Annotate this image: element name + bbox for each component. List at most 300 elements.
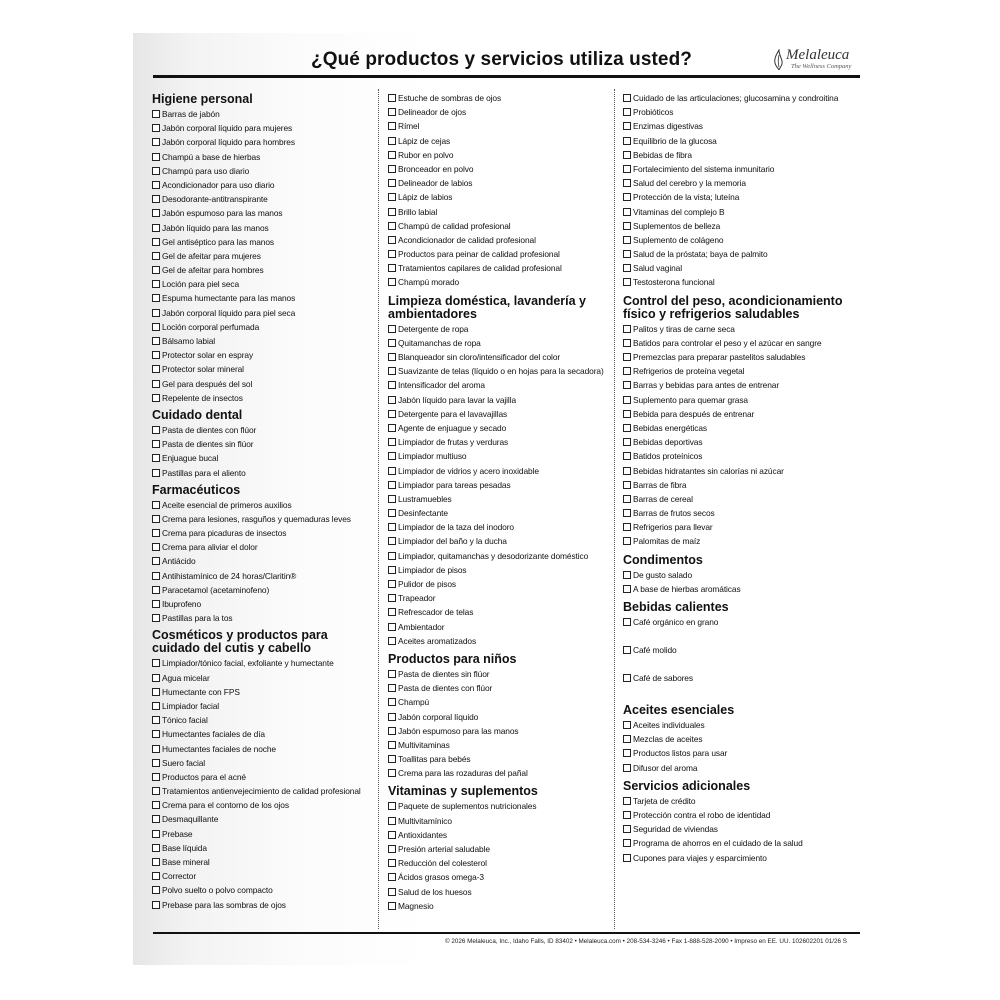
checkbox-icon[interactable] bbox=[388, 165, 396, 173]
checkbox-icon[interactable] bbox=[623, 339, 631, 347]
checklist-item[interactable] bbox=[388, 738, 612, 752]
checklist-item[interactable] bbox=[623, 746, 859, 760]
checkbox-icon[interactable] bbox=[623, 854, 631, 862]
checklist-item[interactable] bbox=[152, 348, 367, 362]
checklist-item[interactable] bbox=[388, 724, 612, 738]
checkbox-icon[interactable] bbox=[623, 193, 631, 201]
checklist-item[interactable] bbox=[388, 534, 612, 548]
checklist-item[interactable] bbox=[623, 205, 859, 219]
checklist-item[interactable] bbox=[388, 870, 612, 884]
checkbox-icon[interactable] bbox=[152, 659, 160, 667]
checkbox-icon[interactable] bbox=[388, 873, 396, 881]
checklist-item[interactable] bbox=[152, 869, 367, 883]
checklist-item[interactable] bbox=[152, 756, 367, 770]
checkbox-icon[interactable] bbox=[152, 394, 160, 402]
checkbox-icon[interactable] bbox=[152, 600, 160, 608]
checklist-item[interactable] bbox=[388, 681, 612, 695]
checkbox-icon[interactable] bbox=[388, 396, 396, 404]
checkbox-icon[interactable] bbox=[152, 252, 160, 260]
checklist-item[interactable] bbox=[152, 526, 367, 540]
checklist-item[interactable] bbox=[623, 393, 859, 407]
checkbox-icon[interactable] bbox=[388, 438, 396, 446]
checklist-item[interactable] bbox=[388, 176, 612, 190]
checkbox-icon[interactable] bbox=[623, 735, 631, 743]
checkbox-icon[interactable] bbox=[623, 509, 631, 517]
checklist-item[interactable] bbox=[388, 91, 612, 105]
item-label: Suplemento para quemar grasa bbox=[633, 394, 748, 405]
checklist-item[interactable] bbox=[152, 192, 367, 206]
checkbox-icon[interactable] bbox=[152, 209, 160, 217]
checkbox-icon[interactable] bbox=[152, 773, 160, 781]
checkbox-icon[interactable] bbox=[388, 367, 396, 375]
checklist-item[interactable] bbox=[152, 249, 367, 263]
checkbox-icon[interactable] bbox=[388, 410, 396, 418]
checklist-item[interactable] bbox=[623, 435, 859, 449]
checkbox-icon[interactable] bbox=[623, 94, 631, 102]
checkbox-icon[interactable] bbox=[623, 381, 631, 389]
checklist-item[interactable] bbox=[152, 306, 367, 320]
checklist-item[interactable] bbox=[152, 498, 367, 512]
checkbox-icon[interactable] bbox=[388, 151, 396, 159]
checklist-item[interactable] bbox=[152, 178, 367, 192]
checklist-item[interactable] bbox=[623, 582, 859, 596]
checkbox-icon[interactable] bbox=[152, 787, 160, 795]
checklist-item[interactable] bbox=[152, 742, 367, 756]
checklist-item[interactable] bbox=[623, 643, 859, 671]
checkbox-icon[interactable] bbox=[152, 614, 160, 622]
checkbox-icon[interactable] bbox=[152, 294, 160, 302]
checklist-item[interactable] bbox=[388, 605, 612, 619]
checklist-item[interactable] bbox=[388, 842, 612, 856]
checkbox-icon[interactable] bbox=[623, 481, 631, 489]
checkbox-icon[interactable] bbox=[152, 844, 160, 852]
checkbox-icon[interactable] bbox=[152, 801, 160, 809]
checkbox-icon[interactable] bbox=[152, 337, 160, 345]
checkbox-icon[interactable] bbox=[152, 815, 160, 823]
checklist-item[interactable] bbox=[388, 752, 612, 766]
checkbox-icon[interactable] bbox=[623, 721, 631, 729]
checklist-item[interactable] bbox=[623, 822, 859, 836]
checkbox-icon[interactable] bbox=[388, 637, 396, 645]
checkbox-icon[interactable] bbox=[623, 495, 631, 503]
checklist-item[interactable] bbox=[623, 506, 859, 520]
checkbox-icon[interactable] bbox=[388, 698, 396, 706]
checklist-item[interactable] bbox=[388, 205, 612, 219]
checkbox-icon[interactable] bbox=[623, 618, 631, 626]
checklist-item[interactable] bbox=[388, 247, 612, 261]
checkbox-icon[interactable] bbox=[623, 797, 631, 805]
checkbox-icon[interactable] bbox=[152, 124, 160, 132]
checkbox-icon[interactable] bbox=[623, 222, 631, 230]
checklist-item[interactable] bbox=[152, 883, 367, 897]
checklist-item[interactable] bbox=[388, 435, 612, 449]
checkbox-icon[interactable] bbox=[623, 264, 631, 272]
checkbox-icon[interactable] bbox=[152, 730, 160, 738]
checkbox-icon[interactable] bbox=[623, 825, 631, 833]
checkbox-icon[interactable] bbox=[152, 167, 160, 175]
checklist-item[interactable] bbox=[388, 407, 612, 421]
checkbox-icon[interactable] bbox=[388, 594, 396, 602]
checklist-item[interactable] bbox=[152, 291, 367, 305]
checkbox-icon[interactable] bbox=[623, 353, 631, 361]
checkbox-icon[interactable] bbox=[388, 179, 396, 187]
checklist-item[interactable] bbox=[623, 851, 859, 865]
checklist-item[interactable] bbox=[152, 423, 367, 437]
checkbox-icon[interactable] bbox=[623, 537, 631, 545]
checklist-item[interactable] bbox=[388, 421, 612, 435]
checkbox-icon[interactable] bbox=[388, 108, 396, 116]
checklist-item[interactable] bbox=[388, 378, 612, 392]
checkbox-icon[interactable] bbox=[623, 367, 631, 375]
checklist-item[interactable] bbox=[152, 235, 367, 249]
checklist-item[interactable] bbox=[623, 190, 859, 204]
checkbox-icon[interactable] bbox=[152, 674, 160, 682]
checklist-item[interactable] bbox=[152, 107, 367, 121]
checklist-item[interactable] bbox=[623, 520, 859, 534]
checkbox-icon[interactable] bbox=[388, 608, 396, 616]
checklist-item[interactable] bbox=[152, 671, 367, 685]
checkbox-icon[interactable] bbox=[388, 623, 396, 631]
checkbox-icon[interactable] bbox=[152, 365, 160, 373]
checkbox-icon[interactable] bbox=[152, 309, 160, 317]
checklist-item[interactable] bbox=[623, 105, 859, 119]
checkbox-icon[interactable] bbox=[388, 831, 396, 839]
checkbox-icon[interactable] bbox=[152, 858, 160, 866]
checklist-item[interactable] bbox=[623, 134, 859, 148]
checkbox-icon[interactable] bbox=[388, 670, 396, 678]
checklist-item[interactable] bbox=[388, 506, 612, 520]
checkbox-icon[interactable] bbox=[388, 94, 396, 102]
checkbox-icon[interactable] bbox=[152, 224, 160, 232]
checkbox-icon[interactable] bbox=[152, 529, 160, 537]
checkbox-icon[interactable] bbox=[623, 674, 631, 682]
checklist-item[interactable] bbox=[152, 855, 367, 869]
checklist-item[interactable] bbox=[388, 350, 612, 364]
checklist-item[interactable] bbox=[623, 322, 859, 336]
checklist-item[interactable] bbox=[623, 836, 859, 850]
checkbox-icon[interactable] bbox=[388, 495, 396, 503]
checklist-item[interactable] bbox=[623, 761, 859, 775]
checklist-item[interactable] bbox=[152, 597, 367, 611]
checklist-item[interactable] bbox=[623, 492, 859, 506]
checkbox-icon[interactable] bbox=[152, 702, 160, 710]
checklist-item[interactable] bbox=[388, 577, 612, 591]
checkbox-icon[interactable] bbox=[388, 122, 396, 130]
checkbox-icon[interactable] bbox=[388, 381, 396, 389]
checklist-item[interactable] bbox=[152, 685, 367, 699]
checklist-item[interactable] bbox=[152, 540, 367, 554]
checklist-item[interactable] bbox=[388, 634, 612, 648]
checklist-item[interactable] bbox=[623, 148, 859, 162]
checkbox-icon[interactable] bbox=[623, 839, 631, 847]
checkbox-icon[interactable] bbox=[152, 572, 160, 580]
checkbox-icon[interactable] bbox=[388, 802, 396, 810]
checklist-item[interactable] bbox=[623, 364, 859, 378]
checkbox-icon[interactable] bbox=[388, 193, 396, 201]
checkbox-icon[interactable] bbox=[152, 426, 160, 434]
checkbox-icon[interactable] bbox=[623, 278, 631, 286]
checkbox-icon[interactable] bbox=[388, 250, 396, 258]
checklist-item[interactable] bbox=[623, 464, 859, 478]
checkbox-icon[interactable] bbox=[623, 452, 631, 460]
checklist-item[interactable] bbox=[388, 464, 612, 478]
checkbox-icon[interactable] bbox=[152, 440, 160, 448]
checkbox-icon[interactable] bbox=[623, 764, 631, 772]
checkbox-icon[interactable] bbox=[388, 566, 396, 574]
checkbox-icon[interactable] bbox=[388, 859, 396, 867]
checklist-item[interactable] bbox=[152, 713, 367, 727]
checkbox-icon[interactable] bbox=[623, 571, 631, 579]
checkbox-icon[interactable] bbox=[388, 264, 396, 272]
checklist-item[interactable] bbox=[623, 378, 859, 392]
checklist-item[interactable] bbox=[623, 219, 859, 233]
checkbox-icon[interactable] bbox=[388, 755, 396, 763]
checkbox-icon[interactable] bbox=[152, 153, 160, 161]
checklist-item[interactable] bbox=[623, 350, 859, 364]
checkbox-icon[interactable] bbox=[623, 236, 631, 244]
checklist-item[interactable] bbox=[623, 449, 859, 463]
checklist-item[interactable] bbox=[623, 671, 859, 699]
checklist-item[interactable] bbox=[152, 512, 367, 526]
checkbox-icon[interactable] bbox=[152, 557, 160, 565]
checklist-item[interactable] bbox=[623, 421, 859, 435]
checklist-item[interactable] bbox=[152, 611, 367, 625]
checklist-item[interactable] bbox=[388, 148, 612, 162]
checklist-item[interactable] bbox=[152, 320, 367, 334]
checkbox-icon[interactable] bbox=[152, 181, 160, 189]
checklist-item[interactable] bbox=[152, 150, 367, 164]
checkbox-icon[interactable] bbox=[152, 351, 160, 359]
checklist-item[interactable] bbox=[388, 591, 612, 605]
checklist-item[interactable] bbox=[152, 466, 367, 480]
checkbox-icon[interactable] bbox=[388, 741, 396, 749]
checklist-item[interactable] bbox=[152, 770, 367, 784]
checklist-item[interactable] bbox=[152, 841, 367, 855]
checklist-item[interactable] bbox=[388, 492, 612, 506]
checklist-item[interactable] bbox=[388, 336, 612, 350]
checkbox-icon[interactable] bbox=[623, 410, 631, 418]
checkbox-icon[interactable] bbox=[152, 469, 160, 477]
checkbox-icon[interactable] bbox=[623, 108, 631, 116]
checklist-item[interactable] bbox=[152, 798, 367, 812]
checkbox-icon[interactable] bbox=[152, 901, 160, 909]
checklist-item[interactable] bbox=[623, 534, 859, 548]
checkbox-icon[interactable] bbox=[388, 523, 396, 531]
checkbox-icon[interactable] bbox=[623, 122, 631, 130]
checklist-item[interactable] bbox=[623, 119, 859, 133]
checkbox-icon[interactable] bbox=[152, 266, 160, 274]
checklist-item[interactable] bbox=[152, 898, 367, 912]
checkbox-icon[interactable] bbox=[388, 236, 396, 244]
checklist-item[interactable] bbox=[388, 322, 612, 336]
checklist-item[interactable] bbox=[388, 899, 612, 913]
checkbox-icon[interactable] bbox=[388, 713, 396, 721]
checkbox-icon[interactable] bbox=[152, 759, 160, 767]
checkbox-icon[interactable] bbox=[152, 501, 160, 509]
checkbox-icon[interactable] bbox=[388, 888, 396, 896]
checklist-item[interactable] bbox=[152, 812, 367, 826]
checklist-item[interactable] bbox=[623, 233, 859, 247]
checklist-item[interactable] bbox=[152, 656, 367, 670]
checkbox-icon[interactable] bbox=[388, 845, 396, 853]
checklist-item[interactable] bbox=[152, 699, 367, 713]
checkbox-icon[interactable] bbox=[623, 749, 631, 757]
checklist-item[interactable] bbox=[623, 275, 859, 289]
checkbox-icon[interactable] bbox=[152, 716, 160, 724]
checkbox-icon[interactable] bbox=[388, 467, 396, 475]
checklist-item[interactable] bbox=[388, 275, 612, 289]
checkbox-icon[interactable] bbox=[388, 452, 396, 460]
checklist-item[interactable] bbox=[623, 407, 859, 421]
checkbox-icon[interactable] bbox=[623, 438, 631, 446]
checklist-item[interactable] bbox=[388, 620, 612, 634]
checkbox-icon[interactable] bbox=[152, 110, 160, 118]
checklist-item[interactable] bbox=[623, 176, 859, 190]
checklist-item[interactable] bbox=[388, 766, 612, 780]
checklist-item[interactable] bbox=[388, 828, 612, 842]
checkbox-icon[interactable] bbox=[152, 454, 160, 462]
checklist-item[interactable] bbox=[152, 437, 367, 451]
checkbox-icon[interactable] bbox=[152, 195, 160, 203]
checkbox-icon[interactable] bbox=[388, 339, 396, 347]
checklist-item[interactable] bbox=[623, 247, 859, 261]
checklist-item[interactable] bbox=[388, 856, 612, 870]
checklist-item[interactable] bbox=[388, 667, 612, 681]
checklist-item[interactable] bbox=[152, 554, 367, 568]
checkbox-icon[interactable] bbox=[152, 543, 160, 551]
checklist-item[interactable] bbox=[152, 727, 367, 741]
checkbox-icon[interactable] bbox=[388, 580, 396, 588]
checklist-item[interactable] bbox=[623, 808, 859, 822]
checklist-item[interactable] bbox=[623, 162, 859, 176]
checklist-item[interactable] bbox=[152, 362, 367, 376]
checklist-item[interactable] bbox=[388, 695, 612, 709]
checklist-item[interactable] bbox=[623, 794, 859, 808]
checklist-item[interactable] bbox=[388, 520, 612, 534]
checklist-item[interactable] bbox=[152, 377, 367, 391]
checklist-item[interactable] bbox=[623, 732, 859, 746]
checklist-item[interactable] bbox=[388, 364, 612, 378]
checklist-item[interactable] bbox=[388, 449, 612, 463]
checkbox-icon[interactable] bbox=[152, 745, 160, 753]
checklist-item[interactable] bbox=[388, 478, 612, 492]
checklist-item[interactable] bbox=[152, 569, 367, 583]
checkbox-icon[interactable] bbox=[623, 424, 631, 432]
checklist-item[interactable] bbox=[388, 134, 612, 148]
checklist-item[interactable] bbox=[388, 219, 612, 233]
checkbox-icon[interactable] bbox=[388, 817, 396, 825]
checkbox-icon[interactable] bbox=[152, 886, 160, 894]
checklist-item[interactable] bbox=[152, 827, 367, 841]
checkbox-icon[interactable] bbox=[152, 586, 160, 594]
checkbox-icon[interactable] bbox=[623, 811, 631, 819]
checkbox-icon[interactable] bbox=[152, 380, 160, 388]
checkbox-icon[interactable] bbox=[388, 902, 396, 910]
checklist-item[interactable] bbox=[152, 121, 367, 135]
checkbox-icon[interactable] bbox=[152, 138, 160, 146]
checklist-item[interactable] bbox=[388, 162, 612, 176]
checklist-item[interactable] bbox=[388, 799, 612, 813]
checkbox-icon[interactable] bbox=[152, 238, 160, 246]
checklist-item[interactable] bbox=[388, 190, 612, 204]
checkbox-icon[interactable] bbox=[152, 323, 160, 331]
checkbox-icon[interactable] bbox=[388, 325, 396, 333]
checklist-item[interactable] bbox=[152, 334, 367, 348]
checklist-item[interactable] bbox=[152, 164, 367, 178]
checklist-item[interactable] bbox=[388, 710, 612, 724]
checklist-item[interactable] bbox=[388, 105, 612, 119]
checklist-item[interactable] bbox=[388, 233, 612, 247]
item-label: Corrector bbox=[162, 871, 197, 882]
checkbox-icon[interactable] bbox=[388, 278, 396, 286]
checkbox-icon[interactable] bbox=[623, 396, 631, 404]
checkbox-icon[interactable] bbox=[623, 208, 631, 216]
checklist-item[interactable] bbox=[388, 885, 612, 899]
checkbox-icon[interactable] bbox=[623, 165, 631, 173]
checklist-item[interactable] bbox=[623, 336, 859, 350]
checkbox-icon[interactable] bbox=[152, 872, 160, 880]
checkbox-icon[interactable] bbox=[623, 151, 631, 159]
checkbox-icon[interactable] bbox=[388, 353, 396, 361]
checkbox-icon[interactable] bbox=[623, 325, 631, 333]
checkbox-icon[interactable] bbox=[623, 523, 631, 531]
checkbox-icon[interactable] bbox=[623, 467, 631, 475]
checklist-item[interactable] bbox=[152, 206, 367, 220]
checklist-item[interactable] bbox=[388, 814, 612, 828]
checkbox-icon[interactable] bbox=[388, 208, 396, 216]
checklist-item[interactable] bbox=[623, 261, 859, 275]
checklist-item[interactable] bbox=[388, 549, 612, 563]
checklist-item[interactable] bbox=[623, 91, 859, 105]
checklist-item[interactable] bbox=[152, 135, 367, 149]
checklist-item[interactable] bbox=[623, 615, 859, 643]
checkbox-icon[interactable] bbox=[623, 137, 631, 145]
checklist-item[interactable] bbox=[623, 718, 859, 732]
checkbox-icon[interactable] bbox=[623, 585, 631, 593]
checkbox-icon[interactable] bbox=[388, 137, 396, 145]
checkbox-icon[interactable] bbox=[388, 552, 396, 560]
checkbox-icon[interactable] bbox=[388, 509, 396, 517]
checkbox-icon[interactable] bbox=[152, 830, 160, 838]
checkbox-icon[interactable] bbox=[388, 769, 396, 777]
checkbox-icon[interactable] bbox=[152, 515, 160, 523]
checkbox-icon[interactable] bbox=[623, 646, 631, 654]
checklist-item[interactable] bbox=[152, 451, 367, 465]
checkbox-icon[interactable] bbox=[388, 424, 396, 432]
checklist-item[interactable] bbox=[388, 119, 612, 133]
checklist-item[interactable] bbox=[152, 263, 367, 277]
checkbox-icon[interactable] bbox=[388, 481, 396, 489]
checkbox-icon[interactable] bbox=[152, 688, 160, 696]
checklist-item[interactable] bbox=[623, 568, 859, 582]
checkbox-icon[interactable] bbox=[623, 250, 631, 258]
checkbox-icon[interactable] bbox=[152, 280, 160, 288]
checkbox-icon[interactable] bbox=[623, 179, 631, 187]
checklist-item[interactable] bbox=[152, 583, 367, 597]
checklist-item[interactable] bbox=[152, 391, 367, 405]
checklist-item[interactable] bbox=[623, 478, 859, 492]
checkbox-icon[interactable] bbox=[388, 684, 396, 692]
checklist-item[interactable] bbox=[388, 393, 612, 407]
checklist-item[interactable] bbox=[388, 563, 612, 577]
checkbox-icon[interactable] bbox=[388, 222, 396, 230]
checklist-item[interactable] bbox=[152, 277, 367, 291]
checkbox-icon[interactable] bbox=[388, 727, 396, 735]
checkbox-icon[interactable] bbox=[388, 537, 396, 545]
checklist-item[interactable] bbox=[152, 784, 367, 798]
checklist-item[interactable] bbox=[388, 261, 612, 275]
checklist-item[interactable] bbox=[152, 221, 367, 235]
